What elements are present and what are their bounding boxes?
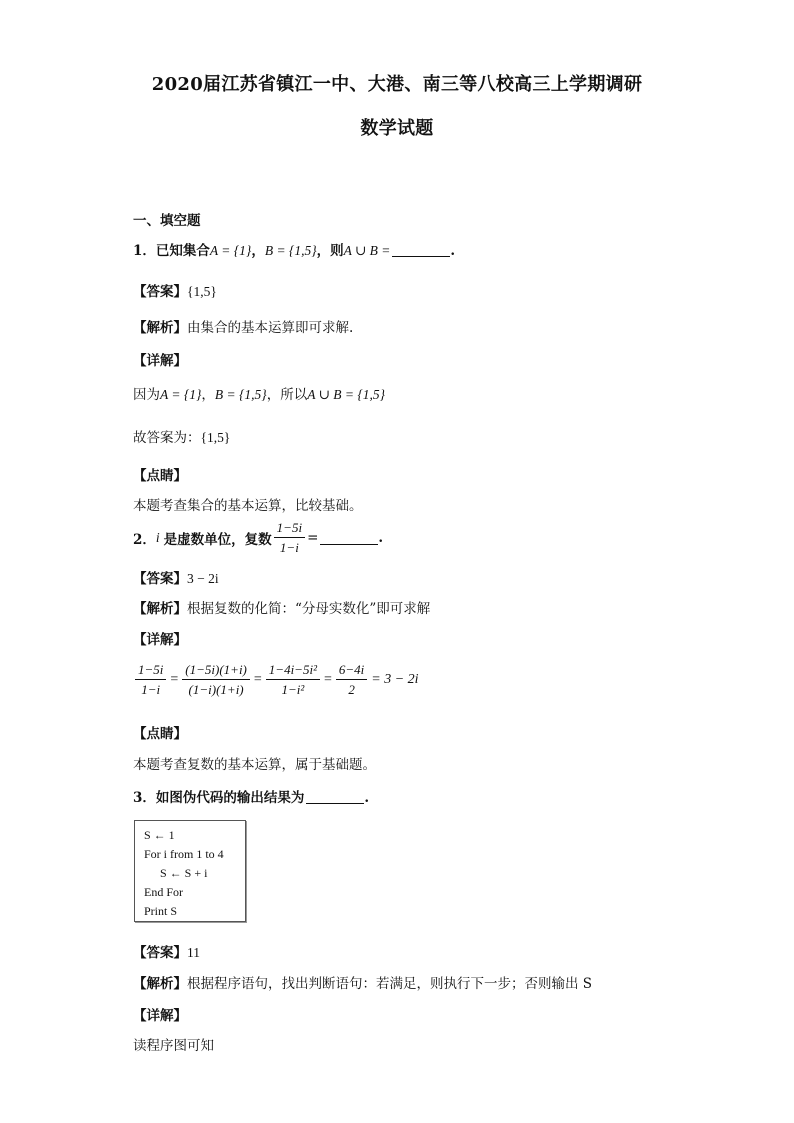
q1-analysis-text: 由集合的基本运算即可求解. — [187, 320, 354, 336]
code-line-3: S ← S + i — [160, 866, 208, 880]
q1-end: . — [450, 243, 456, 259]
q1-then: ，则 — [316, 243, 344, 259]
section-heading: 一、填空题 — [133, 213, 201, 229]
q1-answer-blank — [392, 242, 450, 257]
page-title: 2020届江苏省镇江一中、大港、南三等八校高三上学期调研 — [151, 74, 643, 95]
q3-answer — [133, 941, 200, 961]
q3-detail: 读程序图可知 — [133, 1038, 214, 1054]
q2-step1-den: 1−i — [141, 682, 161, 697]
q3-end: . — [364, 790, 370, 806]
q1-sep: ， — [251, 243, 265, 259]
code-line-1: S ← 1 — [144, 828, 175, 842]
q2-step4-num: 6−4i — [336, 662, 367, 680]
q1-detail-so: ，所以 — [266, 387, 308, 403]
q1-final — [133, 426, 230, 446]
q2-step1-num: 1−5i — [135, 662, 166, 680]
analysis-tag: 【解析】 — [133, 976, 187, 992]
q2-step2-num: (1−5i)(1+i) — [182, 662, 250, 680]
pseudocode-box — [134, 820, 246, 922]
q2-answer — [133, 567, 219, 587]
q1-answer-value: {1,5} — [187, 284, 217, 299]
q1-detail-pre: 因为 — [133, 387, 160, 403]
q2-prefix: 2． — [133, 531, 156, 548]
q2-answer-value: 3 − 2i — [187, 571, 219, 586]
q2-frac-num: 1−5i — [274, 520, 305, 538]
q2-i-symbol: i — [155, 529, 160, 545]
q2-analysis — [133, 597, 430, 617]
q2-comment: 本题考查复数的基本运算，属于基础题。 — [133, 757, 376, 773]
answer-tag: 【答案】 — [133, 945, 187, 961]
q1-analysis — [133, 316, 353, 336]
answer-tag: 【答案】 — [133, 284, 187, 300]
q3-analysis — [133, 972, 592, 992]
q3-text: 3．如图伪代码的输出结果为 — [133, 790, 305, 806]
q2-step2-den: (1−i)(1+i) — [188, 682, 244, 697]
q1-detail-tag: 【详解】 — [133, 353, 187, 369]
q1-detail-b: B = {1,5} — [214, 387, 267, 402]
q2-step3-den: 1−i² — [281, 682, 305, 697]
q2-comment-tag: 【点睛】 — [133, 726, 187, 742]
q2-step4 — [336, 662, 367, 697]
q2-analysis-text: 根据复数的化简：“分母实数化”即可求解 — [187, 601, 431, 617]
q1-detail-sep: ， — [201, 387, 215, 403]
q3-answer-value: 11 — [187, 945, 200, 960]
q2-eq-2: = — [253, 671, 262, 687]
question-2 — [133, 520, 383, 555]
q3-detail-tag: 【详解】 — [133, 1008, 187, 1024]
code-line-5: Print S — [144, 904, 178, 918]
q2-answer-blank — [320, 530, 378, 545]
q2-eq-1: = — [170, 671, 179, 687]
q1-set-a: A = {1} — [209, 243, 252, 258]
q2-detail-tag: 【详解】 — [133, 632, 187, 648]
question-1 — [133, 239, 455, 259]
q2-end: . — [378, 529, 384, 546]
q1-prefix: 1．已知集合 — [133, 243, 210, 259]
q2-eq-3: = — [323, 671, 332, 687]
q3-answer-blank — [306, 789, 364, 804]
q1-comment: 本题考查集合的基本运算，比较基础。 — [133, 498, 363, 514]
q2-fraction — [274, 520, 305, 555]
q2-step3 — [266, 662, 320, 697]
q1-final-pre: 故答案为： — [133, 430, 201, 446]
q1-union: A ∪ B = — [343, 243, 391, 258]
question-3 — [133, 786, 369, 806]
q2-step3-num: 1−4i−5i² — [266, 662, 320, 680]
q3-analysis-text: 根据程序语句，找出判断语句：若满足，则执行下一步；否则输出 S — [187, 976, 593, 992]
q1-final-value: {1,5} — [200, 430, 231, 445]
answer-tag: 【答案】 — [133, 571, 187, 587]
analysis-tag: 【解析】 — [133, 601, 187, 617]
q1-detail — [133, 383, 385, 403]
q2-derivation — [133, 662, 421, 697]
q1-answer — [133, 280, 217, 300]
q2-result: = 3 − 2i — [371, 671, 419, 687]
q2-step1 — [135, 662, 166, 697]
analysis-tag: 【解析】 — [133, 320, 187, 336]
code-line-4: End For — [144, 885, 183, 899]
q2-step4-den: 2 — [348, 682, 355, 697]
q1-detail-union: A ∪ B = {1,5} — [307, 387, 386, 402]
page-subtitle: 数学试题 — [360, 118, 434, 139]
q2-step2 — [182, 662, 250, 697]
code-line-2: For i from 1 to 4 — [144, 847, 224, 861]
q2-text: 是虚数单位，复数 — [163, 531, 272, 548]
q2-frac-den: 1−i — [279, 540, 299, 555]
q1-set-b: B = {1,5} — [264, 243, 317, 258]
q1-comment-tag: 【点睛】 — [133, 468, 187, 484]
q1-detail-a: A = {1} — [160, 387, 202, 402]
q2-eq: = — [307, 529, 319, 546]
